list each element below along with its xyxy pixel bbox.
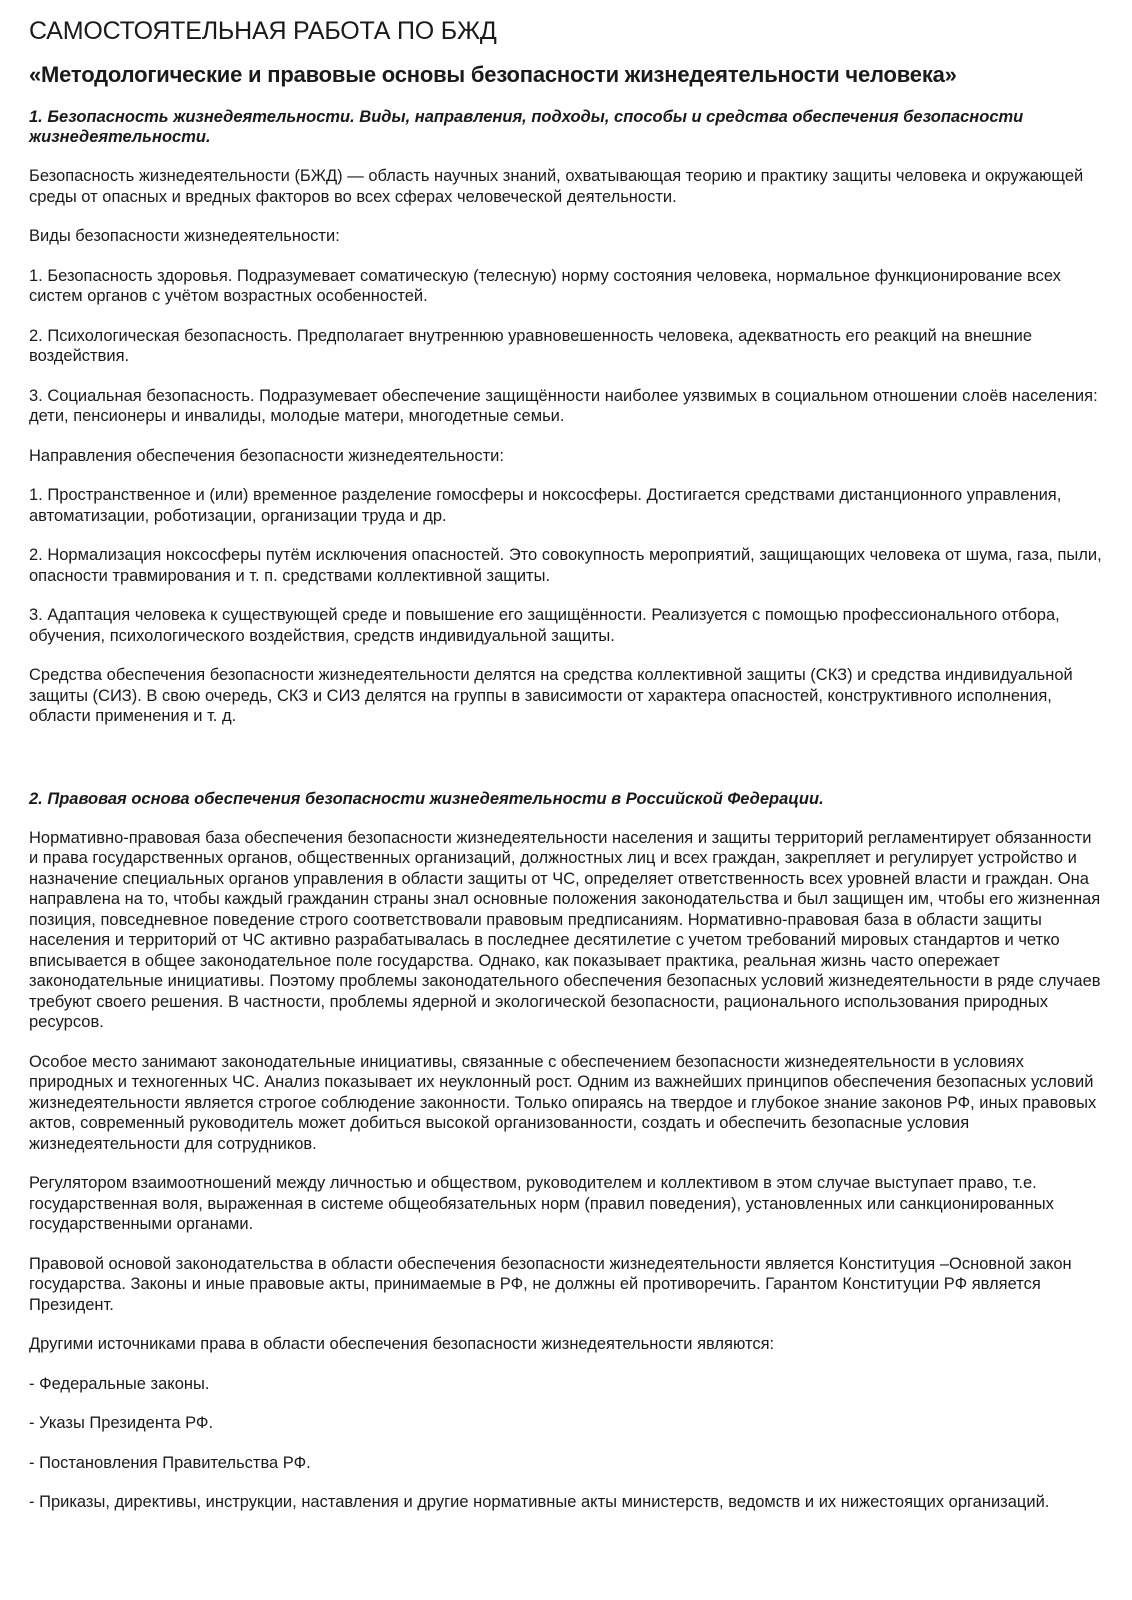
section-spacer	[29, 746, 1102, 789]
section-heading: 2. Правовая основа обеспечения безопасности жизнедеятельности в Российской Федерации.	[29, 789, 824, 808]
list-item: 3. Адаптация человека к существующей среде и повышение его защищённости. Реализуется с помощью профессионального отбора, обучения, психологического воздействия, средств индивидуальной защиты.	[29, 606, 1060, 645]
section-1	[29, 107, 1102, 727]
section-heading: 1. Безопасность жизнедеятельности. Виды, направления, подходы, способы и средства обеспечения безопасности жизнедеятельности.	[29, 108, 1024, 146]
list-item: 1. Безопасность здоровья. Подразумевает соматическую (телесную) норму состояния человека, нормальное функционирование всех систем органов с учётом возрастных особенностей.	[29, 266, 1061, 305]
list-item: 1. Пространственное и (или) временное разделение гомосферы и ноксосферы. Достигается средствами дистанционного управления, автоматизации, роботизации, организации труда и др.	[29, 486, 1062, 525]
document-title: САМОСТОЯТЕЛЬНАЯ РАБОТА ПО БЖД	[29, 17, 497, 45]
list-item: 2. Психологическая безопасность. Предполагает внутреннюю уравновешенность человека, адекватность его реакций на внешние воздействия.	[29, 326, 1032, 365]
paragraph: Направления обеспечения безопасности жизнедеятельности:	[29, 446, 504, 465]
paragraph: Виды безопасности жизнедеятельности:	[29, 227, 340, 245]
paragraph: Безопасность жизнедеятельности (БЖД) — область научных знаний, охватывающая теорию и практику защиты человека и окружающей среды от опасных и вредных факторов во всех сферах человеческой деятельности.	[29, 167, 1084, 206]
list-item: - Указы Президента РФ.	[29, 1414, 214, 1432]
section-2	[29, 789, 1102, 1513]
paragraph: Особое место занимают законодательные инициативы, связанные с обеспечением безопасности жизнедеятельности в условиях природных и техногенных ЧС. Анализ показывает их неуклонный рост. Одним из важнейших принципов обеспечения безопасных условий жизнедеятельности является строгое соблюдение законности. Только опираясь на твердое и глубокое знание законов РФ, иных правовых актов, современный руководитель может добиться высокой организованности, создать и обеспечить безопасные условия жизнедеятельности для сотрудников.	[29, 1052, 1097, 1153]
list-item: 3. Социальная безопасность. Подразумевает обеспечение защищённости наиболее уязвимых в социальном отношении слоёв населения: дети, пенсионеры и инвалиды, молодые матери, многодетные семьи.	[29, 386, 1098, 425]
list-item: - Федеральные законы.	[29, 1374, 210, 1393]
list-item: - Приказы, директивы, инструкции, наставления и другие нормативные акты министерств, ведомств и их нижестоящих организаций.	[29, 1493, 1050, 1511]
document-subtitle: «Методологические и правовые основы безопасности жизнедеятельности человека»	[29, 62, 957, 87]
paragraph: Другими источниками права в области обеспечения безопасности жизнедеятельности являются:	[29, 1335, 775, 1353]
paragraph: Нормативно-правовая база обеспечения безопасности жизнедеятельности населения и защиты территорий регламентирует обязанности и права государственных органов, общественных организаций, должностных лиц и всех граждан, закрепляет и регулирует устройство и назначение специальных органов управления в области защиты от ЧС, определяет ответственность всех уровней власти и граждан. Она направлена на то, чтобы каждый гражданин страны знал основные положения законодательства и был защищен им, чтобы его жизненная позиция, повседневное поведение строго соответствовали правовым предписаниям. Нормативно-правовая база в области защиты населения и территорий от ЧС активно разрабатывалась в последнее десятилетие с учетом требований мировых стандартов и четко вписывается в общее законодательное поле государства. Однако, как показывает практика, реальная жизнь часто опережает законодательные инициативы. Поэтому проблемы законодательного обеспечения безопасных условий жизнедеятельности в ряде случаев требуют своего решения. В частности, проблемы ядерной и экологической безопасности, рационального использования природных ресурсов.	[29, 828, 1101, 1031]
paragraph: Правовой основой законодательства в области обеспечения безопасности жизнедеятельности является Конституция –Основной закон государства. Законы и иные правовые акты, принимаемые в РФ, не должны ей противоречить. Гарантом Конституции РФ является Президент.	[29, 1254, 1072, 1314]
list-item: - Постановления Правительства РФ.	[29, 1453, 311, 1472]
paragraph: Регулятором взаимоотношений между личностью и обществом, руководителем и коллективом в этом случае выступает право, т.е. государственная воля, выраженная в системе общеобязательных норм (правил поведения), установленных или санкционированных государственными органами.	[29, 1174, 1054, 1233]
paragraph: Средства обеспечения безопасности жизнедеятельности делятся на средства коллективной защиты (СКЗ) и средства индивидуальной защиты (СИЗ). В свою очередь, СКЗ и СИЗ делятся на группы в зависимости от характера опасностей, конструктивного исполнения, области применения и т. д.	[29, 666, 1073, 725]
list-item: 2. Нормализация ноксосферы путём исключения опасностей. Это совокупность мероприятий, защищающих человека от шума, газа, пыли, опасности травмирования и т. п. средствами коллективной защиты.	[29, 546, 1102, 585]
